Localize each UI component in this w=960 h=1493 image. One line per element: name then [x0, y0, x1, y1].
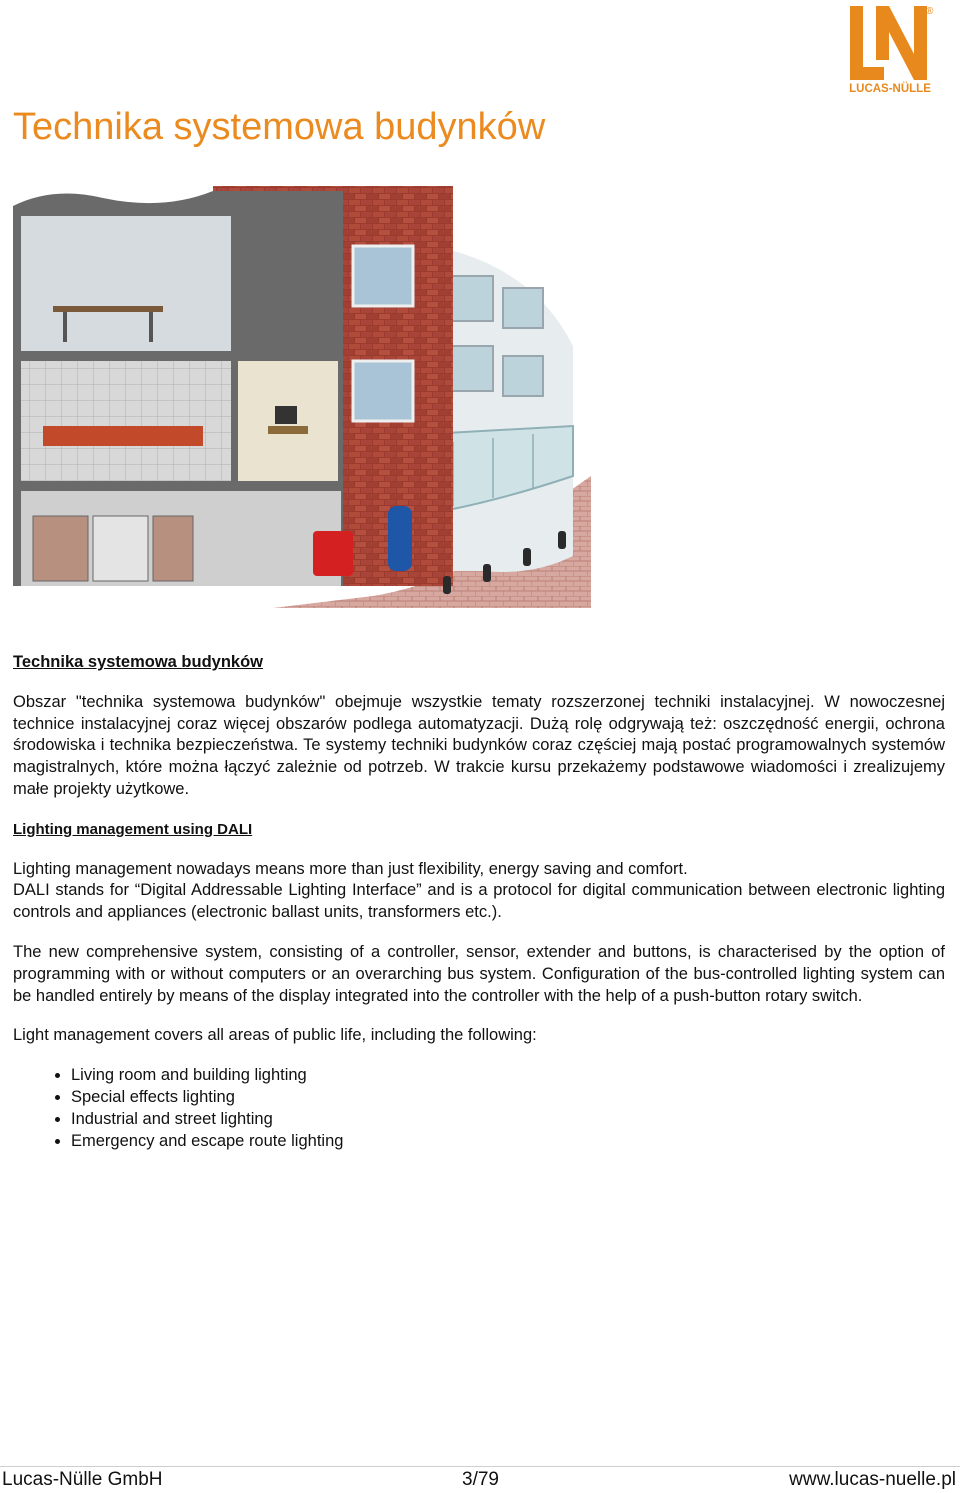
dali-paragraph-1-line-2: DALI stands for “Digital Addressable Lighting Interface” and is a protocol for digital communication between electronic lighting controls and appliances (electronic ballast units, transformers etc.). [13, 881, 945, 922]
footer-website: www.lucas-nuelle.pl [789, 1469, 956, 1490]
dali-paragraph-1 [13, 859, 945, 924]
company-logo [846, 6, 938, 94]
list-item: • Special effects lighting [71, 1087, 945, 1109]
list-item: • Living room and building lighting [71, 1065, 945, 1087]
ln-logo-icon [850, 6, 932, 80]
application-list [13, 1065, 945, 1152]
registered-mark: ® [926, 6, 934, 17]
section-heading: Technika systemowa budynków [13, 653, 264, 671]
footer-page-number: 3/79 [462, 1469, 499, 1490]
dali-paragraph-1-line-1: Lighting management nowadays means more than just flexibility, energy saving and comfort. [13, 859, 688, 878]
page-title: Technika systemowa budynków [13, 106, 546, 148]
dali-paragraph-3: Light management covers all areas of public life, including the following: [13, 1026, 537, 1045]
list-item: • Industrial and street lighting [71, 1109, 945, 1131]
footer-company: Lucas-Nülle GmbH [2, 1469, 163, 1490]
logo-brand-text: LUCAS-NÜLLE [849, 83, 931, 95]
main-content [13, 652, 945, 1152]
building-cutaway-illustration [13, 176, 591, 608]
footer-divider [0, 1466, 960, 1467]
page-footer [0, 1468, 960, 1492]
dali-heading: Lighting management using DALI [13, 820, 253, 838]
list-item: • Emergency and escape route lighting [71, 1131, 945, 1153]
dali-paragraph-2: The new comprehensive system, consisting of a controller, sensor, extender and buttons, is characterised by the option of programming with or without computers or an overarching bus system. Configuration of the bus-controlled lighting system can be handled entirely by means of the display integrated into the controller with the help of a push-button rotary switch. [13, 942, 945, 1005]
section-paragraph: Obszar "technika systemowa budynków" obejmuje wszystkie tematy rozszerzonej techniki instalacyjnej. W nowoczesnej technice instalacyjnej coraz więcej obszarów podlega automatyzacji. Dużą rolę odgrywają też: oszczędność energii, ochrona środowiska i technika bezpieczeństwa. Te systemy techniki budynków coraz częściej mają postać programowalnych systemów magistralnych, które można łączyć zależnie od potrzeb. W trakcie kursu przekażemy podstawowe wiadomości i zrealizujemy małe projekty użytkowe. [13, 692, 945, 798]
